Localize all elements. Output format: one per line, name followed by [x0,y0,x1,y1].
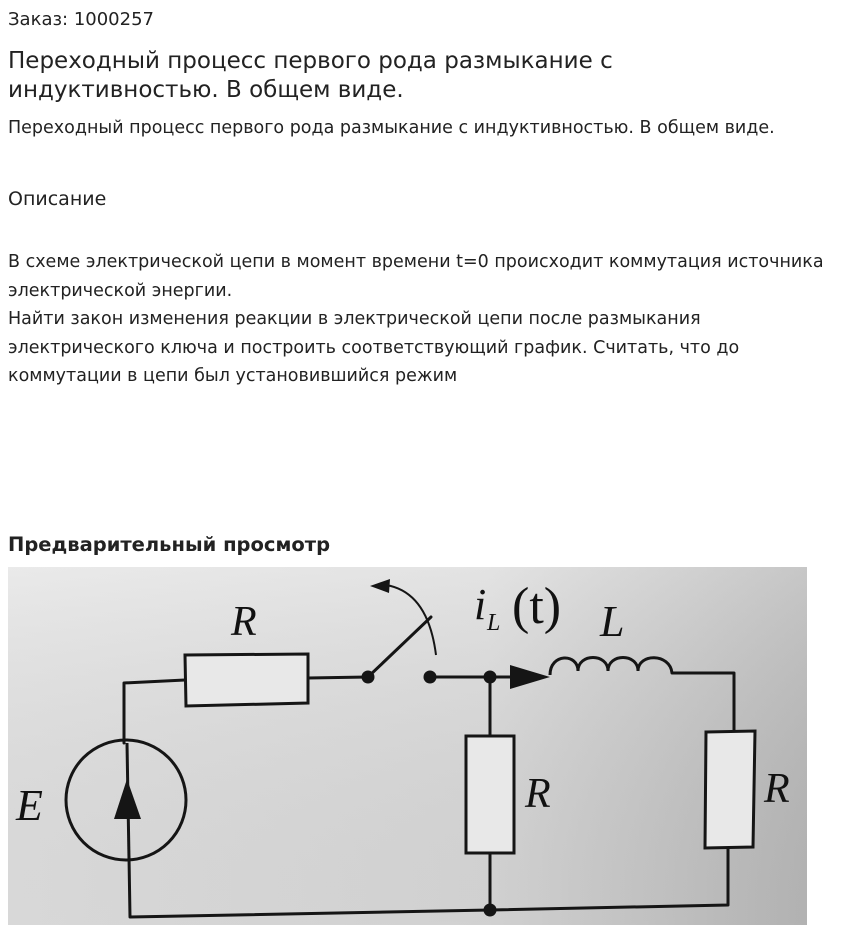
junction-node-top [484,671,497,684]
description-paragraph-1: В схеме электрической цепи в момент времени t=0 происходит коммутация источника электрической энергии. [8,252,824,301]
inductor-label: L [600,597,625,646]
current-argument: (t) [512,578,562,635]
resistor-middle [466,736,514,853]
description-body [8,248,828,391]
page-subtitle: Переходный процесс первого рода размыкание с индуктивностью. В общем виде. [8,118,775,138]
wire-resistor-to-switch [308,677,368,678]
junction-node-bottom [484,904,497,917]
resistor-top [185,654,308,706]
resistor-right-label: R [764,766,790,812]
source-label: E [16,781,43,830]
circuit-preview-image [8,567,807,925]
switch-contact-node [424,671,437,684]
order-number: Заказ: 1000257 [8,9,154,30]
current-subscript: L [487,610,501,636]
page-title: Переходный процесс первого рода размыкание с индуктивностью. В общем виде. [8,48,613,103]
current-symbol: i [474,580,487,629]
resistor-middle-label: R [525,771,551,817]
switch-pivot-node [362,671,375,684]
preview-heading: Предварительный просмотр [8,533,331,556]
description-paragraph-2: Найти закон изменения реакции в электрической цепи после размыкания электрического ключа и построить соответствующий график. Считать, что до коммутации в цепи был установившийся режим [8,309,740,386]
resistor-right [705,731,755,848]
resistor-top-label: R [231,599,257,645]
circuit-diagram [8,567,807,925]
description-heading: Описание [8,188,107,210]
